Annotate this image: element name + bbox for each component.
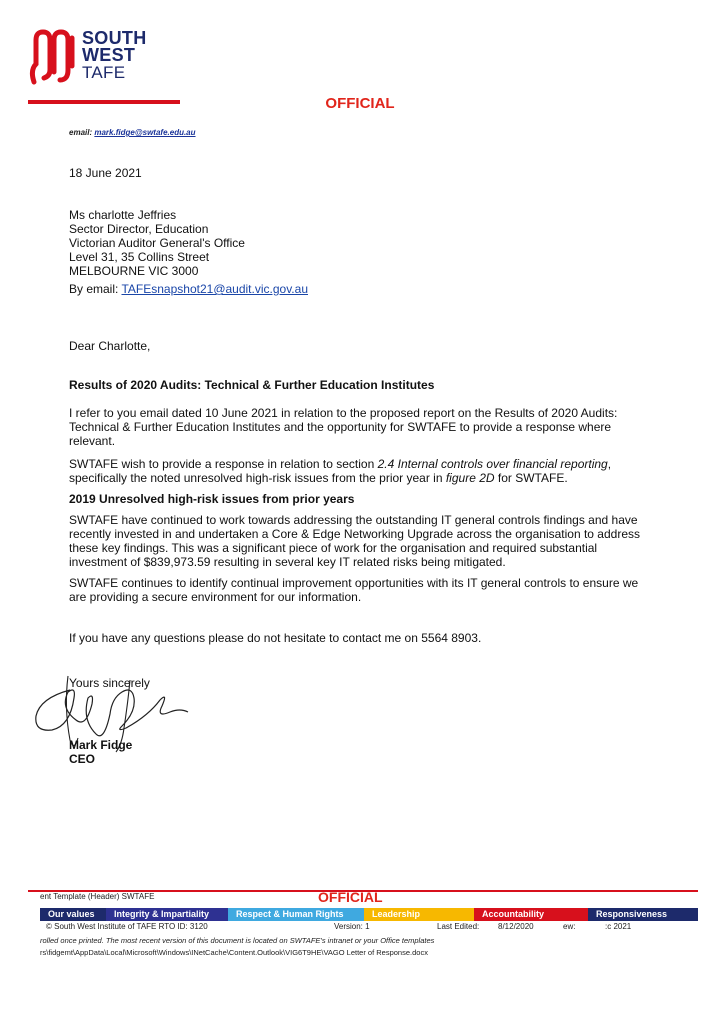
value-accountability: Accountability xyxy=(474,908,588,921)
recipient-org: Victorian Auditor General's Office xyxy=(69,236,245,250)
footer-last-edited-label: Last Edited: xyxy=(437,922,480,931)
footer-version: Version: 1 xyxy=(334,922,370,931)
subject-heading: Results of 2020 Audits: Technical & Further Education Institutes xyxy=(69,378,435,392)
recipient-city: MELBOURNE VIC 3000 xyxy=(69,264,199,278)
swtafe-logo xyxy=(28,26,158,88)
official-footer-label: OFFICIAL xyxy=(318,889,383,905)
logo-mark-icon xyxy=(28,26,80,88)
footer-last-edited: 8/12/2020 xyxy=(498,922,534,931)
by-email-label: By email: xyxy=(69,282,119,296)
logo-line-3: TAFE xyxy=(82,63,126,82)
value-leadership: Leadership xyxy=(364,908,474,921)
paragraph-3: SWTAFE have continued to work towards addressing the outstanding IT general controls findings and have recently invested in and undertaken a Core & Edge Networking Upgrade across the organisation to address these key findings. This was a significant piece of work for the organisation and required substantial investment of $839,973.59 resulting in several key IT related risks being mitigated. xyxy=(69,513,641,569)
paragraph-5: If you have any questions please do not hesitate to contact me on 5564 8903. xyxy=(69,631,482,645)
by-email-line xyxy=(69,282,641,296)
paragraph-1: I refer to you email dated 10 June 2021 in relation to the proposed report on the Results of 2020 Audits: Technical & Further Education Institutes and the opportunity for SWTAFE to provide a response where relevant. xyxy=(69,406,618,448)
signatory-title: CEO xyxy=(69,752,96,766)
letter-date: 18 June 2021 xyxy=(69,166,142,180)
values-bar xyxy=(40,908,698,921)
value-our-values: Our values xyxy=(40,908,106,921)
logo-line-1: SOUTH xyxy=(82,28,147,48)
signatory-block xyxy=(69,738,132,766)
footer-template-name: ent Template (Header) SWTAFE xyxy=(40,892,155,901)
sender-email-line xyxy=(69,128,196,137)
paragraph-2-section-ref: 2.4 Internal controls over financial reporting xyxy=(377,457,608,471)
paragraph-2 xyxy=(69,457,641,485)
recipient-name: Ms charlotte Jeffries xyxy=(69,208,177,222)
paragraph-2-part-c: , specifically the noted unresolved high-risk issues from the prior year in xyxy=(69,457,612,485)
paragraph-2-part-a: SWTAFE wish to provide a response in relation to section xyxy=(69,457,378,471)
paragraph-4: SWTAFE continues to identify continual improvement opportunities with its IT general controls to ensure we are providing a secure environment for our information. xyxy=(69,576,639,604)
official-header-label: OFFICIAL xyxy=(325,95,395,112)
value-respect: Respect & Human Rights xyxy=(228,908,364,921)
closing: Yours sincerely xyxy=(69,676,150,690)
footer-review: :c 2021 xyxy=(605,922,632,931)
recipient-street: Level 31, 35 Collins Street xyxy=(69,250,210,264)
footer-review-label: ew: xyxy=(563,922,576,931)
sender-email-link[interactable]: mark.fidge@swtafe.edu.au xyxy=(94,128,196,137)
recipient-address xyxy=(69,208,641,278)
recipient-title: Sector Director, Education xyxy=(69,222,209,236)
paragraph-2-figure-ref: figure 2D xyxy=(445,471,495,485)
by-email-link[interactable]: TAFEsnapshot21@audit.vic.gov.au xyxy=(121,282,308,296)
logo-wordmark xyxy=(82,30,147,81)
salutation: Dear Charlotte, xyxy=(69,339,151,353)
value-responsiveness: Responsiveness xyxy=(588,908,698,921)
section-heading: 2019 Unresolved high-risk issues from prior years xyxy=(69,492,355,506)
value-integrity: Integrity & Impartiality xyxy=(106,908,228,921)
footer-copyright: © South West Institute of TAFE RTO ID: 3120 xyxy=(46,922,208,931)
footer-file-path: rs\fidgemt\AppData\Local\Microsoft\Windows\INetCache\Content.Outlook\VIG6T9HE\VAGO Letter of Response.docx xyxy=(40,948,428,957)
sender-email-label: email: xyxy=(69,128,93,137)
logo-line-2: WEST xyxy=(82,45,136,65)
signatory-name: Mark Fidge xyxy=(69,738,133,752)
footer-note: rolled once printed. The most recent version of this document is located on SWTAFE's intranet or your Office templates xyxy=(40,936,435,945)
paragraph-2-part-e: for SWTAFE. xyxy=(494,471,568,485)
